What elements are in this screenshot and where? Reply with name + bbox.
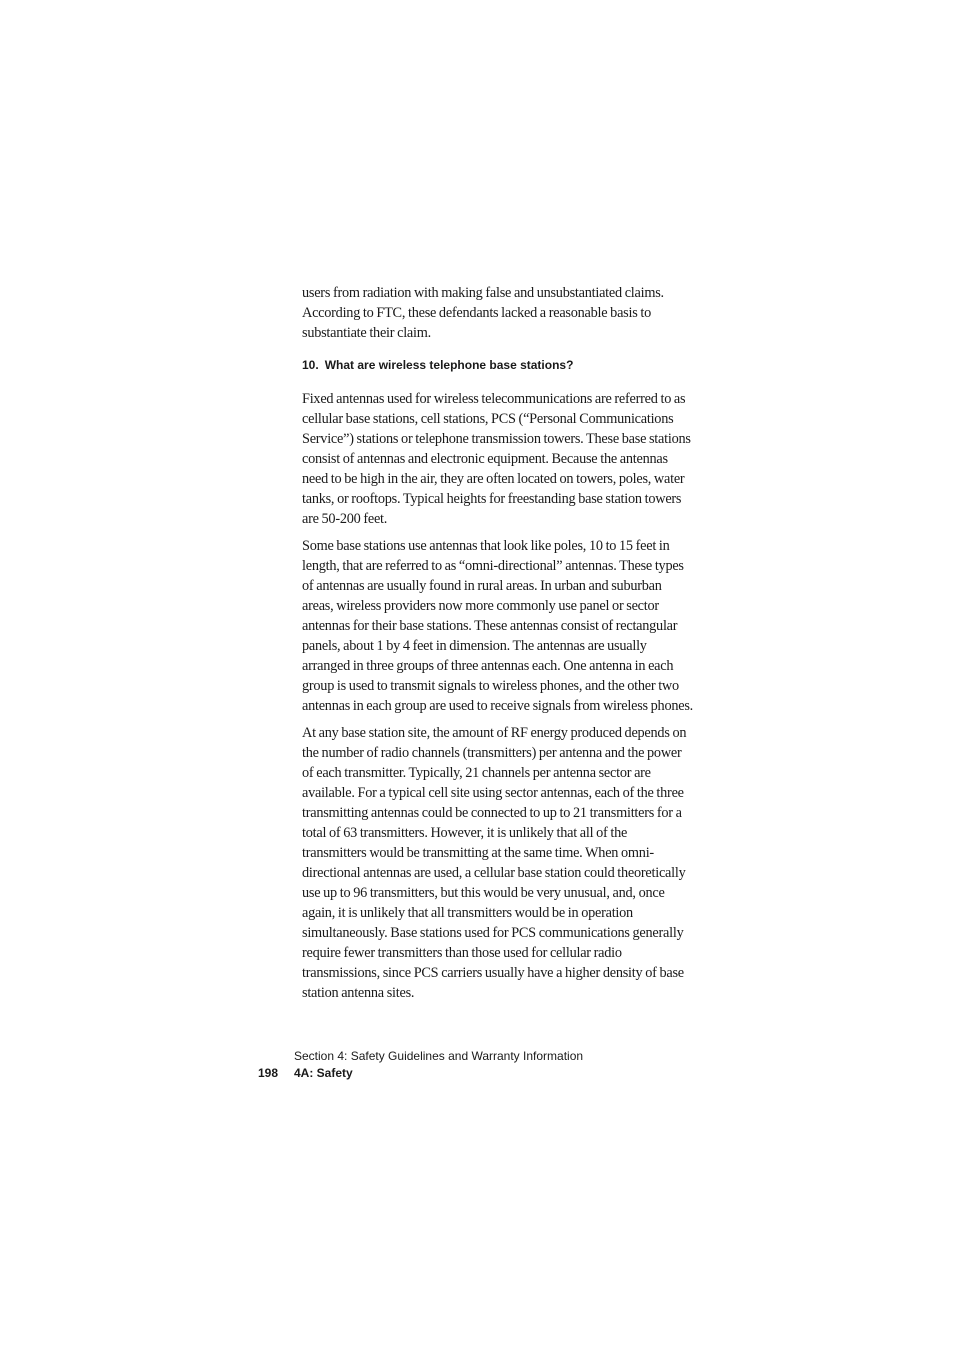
page-footer	[258, 1048, 583, 1082]
question-number: 10.	[302, 358, 319, 372]
footer-chapter-title: 4A: Safety	[294, 1066, 353, 1080]
page-number: 198	[258, 1066, 279, 1080]
intro-paragraph: users from radiation with making false and unsubstantiated claims. According to FTC, these defendants lacked a reasonable basis to substantiate their claim.	[302, 285, 664, 341]
question-heading	[302, 357, 694, 373]
footer-chapter-line	[258, 1065, 583, 1082]
body-paragraph: Fixed antennas used for wireless telecommunications are referred to as cellular base stations, cell stations, PCS (“Personal Communications Service”) stations or telephone transmission towers. These base stations consist of antennas and electronic equipment. Because the antennas need to be high in the air, they are often located on towers, poles, water tanks, or rooftops. Typical heights for freestanding base station towers are 50-200 feet.	[302, 391, 691, 527]
body-paragraph: At any base station site, the amount of RF energy produced depends on the number of radio channels (transmitters) per antenna and the power of each transmitter. Typically, 21 channels per antenna sector are available. For a typical cell site using sector antennas, each of the three transmitting antennas could be connected to up to 21 transmitters for a total of 63 transmitters. However, it is unlikely that all of the transmitters would be transmitting at the same time. When omni-directional antennas are used, a cellular base station could theoretically use up to 96 transmitters, but this would be very unusual, and, once again, it is unlikely that all transmitters would be in operation simultaneously. Base stations used for PCS communications generally require fewer transmitters than those used for cellular radio transmissions, since PCS carriers usually have a higher density of base station antenna sites.	[302, 725, 687, 1001]
footer-section-title: Section 4: Safety Guidelines and Warranty Information	[294, 1049, 584, 1063]
question-text: What are wireless telephone base stations?	[324, 358, 574, 372]
body-paragraph: Some base stations use antennas that look like poles, 10 to 15 feet in length, that are referred to as “omni-directional” antennas. These types of antennas are usually found in rural areas. In urban and suburban areas, wireless providers now more commonly use panel or sector antennas for their base stations. These antennas consist of rectangular panels, about 1 by 4 feet in dimension. The antennas are usually arranged in three groups of three antennas each. One antenna in each group is used to transmit signals to wireless phones, and the other two antennas in each group are used to receive signals from wireless phones.	[302, 538, 693, 714]
page-body	[302, 283, 694, 1010]
